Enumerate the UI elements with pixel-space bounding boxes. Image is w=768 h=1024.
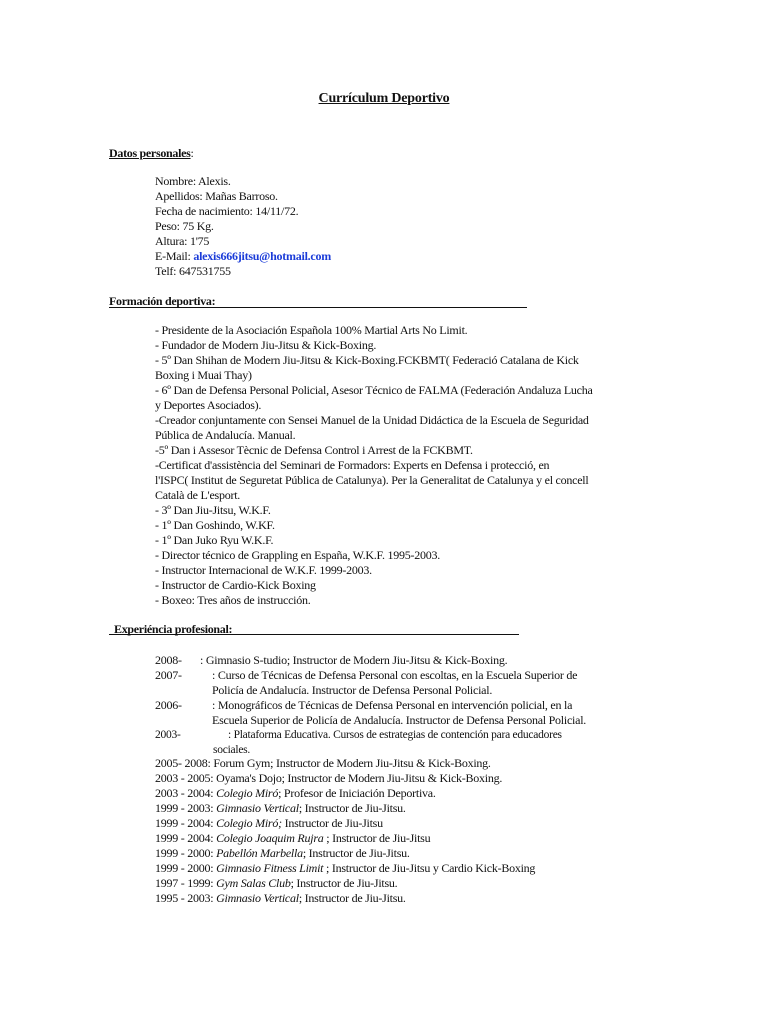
personal-line: Altura: 1'75: [155, 234, 210, 248]
exp-row-place: Forum Gym: [213, 756, 271, 770]
exp-year: 2007-: [155, 668, 182, 682]
exp-text: : Plataforma Educativa. Cursos de estrategias de contención para educadores: [228, 729, 562, 741]
exp-row: [155, 861, 535, 876]
exp-entry: [155, 728, 675, 758]
exp-row-place: Colegio Miró;: [216, 816, 282, 830]
exp-row-years: 1999 - 2000:: [155, 846, 217, 860]
exp-row-place: Gimnasio Fitness Limit: [216, 861, 324, 875]
exp-row: [155, 876, 535, 891]
formacion-line: y Deportes Asociados).: [155, 398, 262, 412]
exp-row-place: Pabellón Marbella: [216, 846, 303, 860]
exp-row-role: ; Profesor de Iniciación Deportiva.: [278, 786, 436, 800]
exp-row-place: Gimnasio Vertical: [216, 891, 299, 905]
formacion-line: Pública de Andalucía. Manual.: [155, 428, 296, 442]
formacion-rule: [109, 307, 527, 308]
personal-heading-text: Datos personales: [109, 146, 191, 160]
formacion-line: l'ISPC( Institut de Seguretat Pública de Catalunya). Per la Generalitat de Catalunya y el concell: [155, 473, 589, 487]
exp-row: [155, 831, 535, 846]
exp-row-place: Gym Salas Club: [216, 876, 291, 890]
exp-row: [155, 816, 535, 831]
email-link[interactable]: alexis666jitsu@hotmail.com: [193, 249, 331, 263]
personal-heading-colon: :: [190, 146, 194, 160]
exp-year: 2003-: [155, 729, 181, 741]
exp-row: [155, 786, 535, 801]
formacion-line: - Boxeo: Tres años de instrucción.: [155, 593, 311, 607]
exp-row-role: ; Instructor de Modern Jiu-Jitsu & Kick-Boxing.: [270, 756, 491, 770]
formacion-list: [155, 323, 593, 608]
exp-text: : Monográficos de Técnicas de Defensa Personal en intervención policial, en la: [212, 698, 573, 712]
document-title: Currículum Deportivo: [318, 91, 450, 106]
exp-row-role: ; Instructor de Jiu-Jitsu: [323, 831, 431, 845]
formacion-line: Boxing i Muai Thay): [155, 368, 252, 382]
formacion-line: - Instructor de Cardio-Kick Boxing: [155, 578, 316, 592]
exp-row-place: Colegio Joaquim Rujra: [216, 831, 324, 845]
exp-text: Policía de Andalucía. Instructor de Defensa Personal Policial.: [212, 683, 493, 697]
exp-row: [155, 756, 535, 771]
personal-heading: [109, 146, 194, 161]
formacion-line: - 5º Dan Shihan de Modern Jiu-Jitsu & Kick-Boxing.FCKBMT( Federació Catalana de Kick: [155, 353, 579, 367]
email-label: E-Mail:: [155, 249, 194, 263]
exp-text: : Gimnasio S-tudio; Instructor de Modern Jiu-Jitsu & Kick-Boxing.: [200, 653, 508, 667]
experiencia-rule: [109, 634, 519, 635]
exp-row-years: 2005- 2008:: [155, 756, 214, 770]
formacion-line: - Director técnico de Grappling en España, W.K.F. 1995-2003.: [155, 548, 440, 562]
phone-line: Telf: 647531755: [155, 264, 231, 278]
exp-row-years: 1995 - 2003:: [155, 891, 217, 905]
exp-entry: [155, 698, 675, 728]
formacion-line: - 3º Dan Jiu-Jitsu, W.K.F.: [155, 503, 271, 517]
exp-year: 2008-: [155, 653, 182, 667]
exp-row-place: Gimnasio Vertical: [216, 801, 299, 815]
formacion-line: - Presidente de la Asociación Española 100% Martial Arts No Limit.: [155, 323, 468, 337]
formacion-line: Català de L'esport.: [155, 488, 241, 502]
exp-row-place: Colegio Miró: [216, 786, 279, 800]
exp-row: [155, 771, 535, 786]
personal-line: Peso: 75 Kg.: [155, 219, 214, 233]
personal-line: Fecha de nacimiento: 14/11/72.: [155, 204, 299, 218]
experiencia-top: [155, 653, 675, 758]
formacion-line: - 1º Dan Goshindo, W.KF.: [155, 518, 275, 532]
exp-row: [155, 801, 535, 816]
exp-text: sociales.: [213, 744, 251, 756]
exp-row: [155, 891, 535, 906]
exp-row-years: 1999 - 2000:: [155, 861, 217, 875]
exp-row-place: Oyama's Dojo: [216, 771, 282, 785]
personal-line: Apellidos: Mañas Barroso.: [155, 189, 278, 203]
formacion-line: -Certificat d'assistència del Seminari de Formadors: Experts en Defensa i protecció, en: [155, 458, 550, 472]
exp-row-years: 1999 - 2003:: [155, 801, 217, 815]
exp-entry: [155, 668, 675, 698]
formacion-line: - 6º Dan de Defensa Personal Policial, Asesor Técnico de FALMA (Federación Andaluza Lucha: [155, 383, 593, 397]
exp-row: [155, 846, 535, 861]
exp-row-role: ; Instructor de Jiu-Jitsu.: [298, 891, 406, 905]
formacion-line: - Instructor Internacional de W.K.F. 1999-2003.: [155, 563, 372, 577]
exp-year: 2006-: [155, 698, 182, 712]
email-line: [155, 249, 331, 264]
exp-row-years: 2003 - 2005:: [155, 771, 217, 785]
exp-row-role: ; Instructor de Jiu-Jitsu.: [298, 801, 406, 815]
formacion-heading: Formación deportiva:: [109, 294, 216, 308]
exp-entry: [155, 653, 675, 668]
exp-row-role: Instructor de Jiu-Jitsu: [281, 816, 383, 830]
formacion-line: -5º Dan i Assesor Tècnic de Defensa Control i Arrest de la FCKBMT.: [155, 443, 473, 457]
exp-row-role: ; Instructor de Jiu-Jitsu.: [290, 876, 398, 890]
exp-text: Escuela Superior de Policía de Andalucía. Instructor de Defensa Personal Policial.: [212, 713, 587, 727]
personal-details: [155, 174, 331, 279]
exp-text: : Curso de Técnicas de Defensa Personal con escoltas, en la Escuela Superior de: [212, 668, 578, 682]
formacion-line: -Creador conjuntamente con Sensei Manuel de la Unidad Didáctica de la Escuela de Seguridad: [155, 413, 589, 427]
exp-row-role: ; Instructor de Jiu-Jitsu y Cardio Kick-Boxing: [323, 861, 536, 875]
exp-row-years: 1997 - 1999:: [155, 876, 217, 890]
personal-line: Nombre: Alexis.: [155, 174, 231, 188]
exp-row-role: ; Instructor de Modern Jiu-Jitsu & Kick-Boxing.: [281, 771, 503, 785]
exp-row-years: 1999 - 2004:: [155, 831, 217, 845]
experiencia-heading: Experiéncia profesional:: [114, 622, 233, 636]
exp-row-years: 2003 - 2004:: [155, 786, 217, 800]
formacion-line: - Fundador de Modern Jiu-Jitsu & Kick-Boxing.: [155, 338, 377, 352]
exp-row-years: 1999 - 2004:: [155, 816, 217, 830]
formacion-line: - 1º Dan Juko Ryu W.K.F.: [155, 533, 274, 547]
experiencia-rows: [155, 756, 535, 906]
exp-row-role: ; Instructor de Jiu-Jitsu.: [302, 846, 410, 860]
